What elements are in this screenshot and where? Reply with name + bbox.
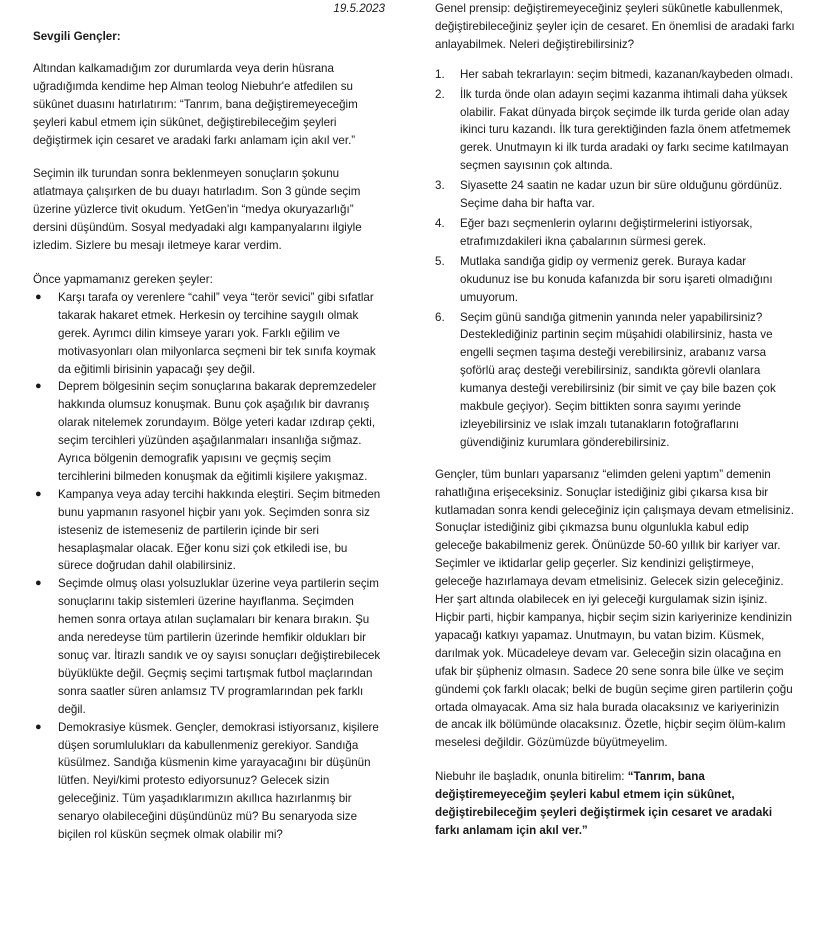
list-item: ● Seçimde olmuş olası yolsuzluklar üzerine veya partilerin seçim sonuçlarını takip sistemleri üzerine hayıflanma. Seçimden hemen sonra ortaya atılan suçlamaları bir kenara bırakın. Şu anda neredeyse tüm partilerin üzerinde hemfikir oldukları bir sonuç var. İtirazlı sandık ve oy sayısı sonuçları değiştirebilecek büyüklükte değil. Geçmiş seçimi tartışmak futbol maçlarından sonra saatler süren anlamsız TV programlarından pek farklı değil. — [35, 577, 381, 716]
final-lead: Niebuhr ile başladık, onunla bitirelim: — [435, 770, 628, 784]
intro-paragraph-1: Altından kalkamadığım zor durumlarda veya derin hüsrana uğradığımda kendime hep Alman teolog Niebuhr'e atfedilen su sükûnet duasını hatırlatırım: “Tanrım, bana değiştiremeyeceğim şeyleri kabul etmem için sükûnet, değiştirebileceğim şeyleri değiştirmek için cesaret ve aradaki farkı anlamam için akıl ver.” — [33, 61, 358, 147]
bullet-icon: ● — [35, 290, 42, 303]
list-item: 5. Mutlaka sandığa gidip oy vermeniz gerek. Buraya kadar okudunuz ise bu konuda kafanızda bir soru işareti olmadığını umuyorum. — [435, 254, 773, 304]
list-item: 1. Her sabah tekrarlayın: seçim bitmedi, kazanan/kaybeden olmadı. — [435, 67, 794, 81]
list-item: 3. Siyasette 24 saatin ne kadar uzun bir süre olduğunu gördünüz. Seçime daha bir hafta var. — [435, 179, 783, 211]
right-column — [435, 0, 795, 840]
change-list — [435, 66, 795, 452]
list-item: 2. İlk turda önde olan adayın seçimi kazanma ihtimali daha yüksek olabilir. Fakat dünyada birçok seçimde ilk turda geride olan aday ikinci turu kazandı. İlk tura gerektiğinden fazla önem atfetmemek gerek. Unutmayın ki ilk turda aradaki oy farkı secime katılmayan seçmen sayısının çok altında. — [435, 87, 791, 173]
dont-list — [33, 289, 385, 844]
bullet-icon: ● — [35, 577, 42, 590]
bullet-icon: ● — [35, 487, 42, 500]
final-quote: “Tanrım, bana değiştiremeyeceğim şeyleri kabul etmem için sükûnet, değiştirebileceğim şeyleri değiştirmek için cesaret ve aradaki farkı anlamam için akıl ver.” — [435, 770, 773, 837]
greeting: Sevgili Gençler: — [33, 30, 121, 43]
final-paragraph — [435, 768, 795, 840]
bullet-icon: ● — [35, 720, 42, 733]
list-item: 6. Seçim günü sandığa gitmenin yanında neler yapabilirsiniz? Desteklediğiniz partinin seçim müşahidi olabilirsiniz, hasta ve engelli seçmen taşıma desteği verebilirsiniz, arabanız varsa şoförlü araç desteği verebilirsiniz, sandıkta görevli olanlara kumanya desteği verebilirsiniz (bir simit ve çay bile bazen çok makbule geçiyor). Seçim bittikten sonra sayımı yerinde izleyebilirsiniz ve ıslak imzalı tutanakların fotoğraflarını güvendiğiniz kurumlara gönderebilirsiniz. — [435, 310, 776, 449]
list-item: ● Kampanya veya aday tercihi hakkında eleştiri. Seçim bitmeden bunu yapmanın rasyonel hiçbir yanı yok. Seçimden sonra siz isteseniz de istemeseniz de partilerin içinde bir seri hesaplaşmalar olacak. Eğer konu sizi çok etkiledi ise, bu sürece doğrudan dahil olabilirsiniz. — [35, 487, 381, 573]
list-item: ● Karşı tarafa oy verenlere “cahil” veya “terör sevici” gibi sıfatlar takarak hakaret etmek. Herkesin oy tercihine saygılı olmak gerek. Ayrımcı dilin kimseye yararı yok. Farklı eğilim ve motivasyonları olan milyonlarca seçmeni bir tek sınıfa koymak da eğitimli birisinin yapacağı şey değil. — [35, 290, 376, 376]
list-item: ● Demokrasiye küsmek. Gençler, demokrasi istiyorsanız, kişilere düşen sorumlulukları da kabullenmeniz gerekiyor. Sandığa küsülmez. Sandığa küsmenin kime yarayacağını bir düşünün lütfen. Neyi/kimi protesto ediyorsunuz? Gelecek sizin geleceğiniz. Tüm yaşadıklarımızın akıllıca hazırlanmış bir senaryo olabileceğini düşündünüz mü? Bu senaryoda size biçilen rol küskün seçmek olmak olabilir mi? — [35, 720, 379, 842]
principle-paragraph: Genel prensip: değiştiremeyeceğiniz şeyleri sükûnetle kabullenmek, değiştirebileceğiniz şeyler için de cesaret. En önemlisi de aradaki farkı anlayabilmek. Neleri değiştirebilirsiniz? — [435, 2, 795, 51]
intro-paragraph-2: Seçimin ilk turundan sonra beklenmeyen sonuçların şokunu atlatmaya çalışırken de bu duayı hatırladım. Son 3 günde seçim üzerine yüzlerce tivit okudum. YetGen'in “medya okuryazarlığı” dersini düşündüm. Sosyal medyadaki algı kampanyalarını ilgiyle izledim. Sizlere bu mesajı iletmeye karar verdim. — [33, 167, 362, 253]
letter-date: 19.5.2023 — [333, 2, 385, 15]
list-item: ● Deprem bölgesinin seçim sonuçlarına bakarak depremzedeler hakkında olumsuz konuşmak. Bunu çok aşağılık bir davranış olarak nitelemek zorundayım. Bölge yeteri kadar ızdırap çekti, seçim tercihleri yüzünden aşağılanmaları insanlığa sığmaz. Ayrıca bölgenin demografik yapısını ve geçmiş seçim tercihlerini bilmeden konuşmak da eğitimli kişilere yakışmaz. — [35, 380, 377, 483]
dont-heading: Önce yapmamanız gereken şeyler: — [33, 272, 213, 286]
list-item: 4. Eğer bazı seçmenlerin oylarını değiştirmelerini istiyorsak, etrafımızdakileri ikna çabalarının sürmesi gerek. — [435, 216, 753, 248]
closing-paragraph: Gençler, tüm bunları yaparsanız “elimden geleni yaptım” demenin rahatlığına erişeceksiniz. Sonuçlar istediğiniz gibi çıkarsa kısa bir kutlamadan sonra kendi geleceğiniz için çalışmaya devam etmelisiniz. Sonuçlar istediğiniz gibi çıkmazsa bunu olgunlukla kabul edip geleceğe bakabilmeniz gerek. Önünüzde 50-60 yıllık bir kariyer var. Seçimler ve iktidarlar gelip geçerler. Siz kendinizi geliştirmeye, geleceğe hazırlamaya devam etmelisiniz. Gelecek sizin geleceğiniz. Her şart altında olabilecek en iyi geleceği kurgulamak sizin işiniz. Hiçbir parti, hiçbir kampanya, hiçbir seçim sizin kariyerinize kendinizin yapacağı katkıyı yapamaz. Unutmayın, bu vatan bizim. Küsmek, darılmak yok. Mücadeleye devam var. Geleceğin sizin olacağına en ufak bir şüpheniz olmasın. Sadece 20 sene sonra bile ülke ve seçim gündemi çok farklı olacak; belki de bugün seçime giren partilerin çoğu ortada olmayacak. Ama siz hala burada olacaksınız ve kariyerinizin de ancak ilk bölümünde olacaksınız. Özetle, hiçbir seçim ölüm-kalım meselesi değildir. Gözümüzde büyütmeyelim. — [435, 467, 794, 750]
left-column — [33, 0, 385, 844]
bullet-icon: ● — [35, 380, 42, 393]
